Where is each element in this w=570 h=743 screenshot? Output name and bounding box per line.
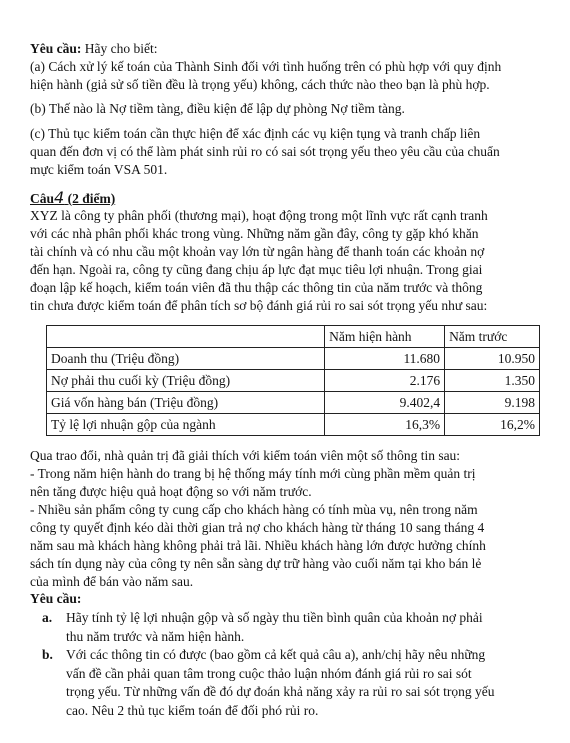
table-cell-value: 1.350 — [445, 370, 540, 392]
table-cell-label: Doanh thu (Triệu đồng) — [47, 348, 325, 370]
q4-para-line-5: đoạn lập kế hoạch, kiểm toán viên đã thu thập các thông tin của năm trước và thông — [30, 280, 483, 295]
q4-para-line-2: với các nhà phân phối khác trong vùng. Những năm gần đây, công ty gặp khó khăn — [30, 226, 479, 241]
requirements-heading: Yêu cầu: — [30, 591, 82, 606]
question4-number: 4 — [54, 189, 65, 207]
table-cell-value: 9.198 — [445, 392, 540, 414]
requirement-a-marker: a. — [42, 610, 53, 625]
question4-label: Câu — [30, 191, 55, 206]
q4-para-line-4: đến hạn. Ngoài ra, công ty cũng đang chịu áp lực đạt mục tiêu lợi nhuận. Trong giai — [30, 262, 483, 277]
table-row — [47, 392, 540, 414]
explanation-bullet2-line-4: sách tín dụng này của công ty nên sẵn sàng dự trữ hàng vào cuối năm tại kho bán lẻ — [30, 556, 482, 571]
explanation-bullet2-line-2: công ty quyết định kéo dài thời gian trả nợ cho khách hàng từ tháng 10 sang tháng 4 — [30, 520, 485, 535]
requirement-a-line-2: thu năm trước và năm hiện hành. — [66, 628, 245, 644]
table-cell-value: 10.950 — [445, 348, 540, 370]
q4-para-line-6: tin chưa được kiểm toán để phân tích sơ bộ đánh giá rủi ro sai sót trọng yếu như sau: — [30, 298, 488, 313]
q4-para-line-1: XYZ là công ty phân phối (thương mại), hoạt động trong một lĩnh vực rất cạnh tranh — [30, 208, 488, 223]
table-cell-value: 9.402,4 — [325, 392, 445, 414]
table-cell-label: Nợ phải thu cuối kỳ (Triệu đồng) — [47, 370, 325, 392]
intro-a-line-1: (a) Cách xử lý kế toán của Thành Sinh đối với tình huống trên có phù hợp với quy định — [30, 59, 502, 74]
table-row — [47, 414, 540, 436]
table-cell-label: Giá vốn hàng bán (Triệu đồng) — [47, 392, 325, 414]
intro-a-line-2: hiện hành (giả sử số tiền đều là trọng yếu) không, cách thức nào theo bạn là phù hợp. — [30, 77, 490, 92]
requirement-b-line-1: Với các thông tin có được (bao gồm cả kết quả câu a), anh/chị hãy nêu những — [66, 647, 486, 662]
requirement-b — [42, 646, 557, 724]
table-cell-value: 11.680 — [325, 348, 445, 370]
intro-heading-tail: Hãy cho biết: — [84, 41, 158, 56]
explanation-lead: Qua trao đổi, nhà quản trị đã giải thích với kiểm toán viên một số thông tin sau: — [30, 448, 461, 463]
table-row — [47, 370, 540, 392]
table-header-cell: Năm trước — [445, 326, 540, 348]
table-header-cell — [47, 326, 325, 348]
intro-c-line-2: quan đến đơn vị có thể làm phát sinh rủi ro có sai sót trọng yếu theo yêu cầu của chuẩn — [30, 144, 500, 159]
intro-heading: Yêu cầu: — [30, 41, 82, 56]
table-header-row — [47, 326, 540, 348]
financial-table — [46, 325, 540, 436]
requirement-a-line-1: Hãy tính tỷ lệ lợi nhuận gộp và số ngày thu tiền bình quân của khoản nợ phải — [66, 610, 483, 625]
table-cell-label: Tỷ lệ lợi nhuận gộp của ngành — [47, 414, 325, 436]
explanation-bullet1-line-2: nên tăng được hiệu quả hoạt động so với năm trước. — [30, 484, 312, 499]
explanation-bullet1-line-1: - Trong năm hiện hành do trang bị hệ thống máy tính mới cùng phần mềm quản trị — [30, 466, 476, 481]
question4-heading — [30, 189, 555, 208]
question4-points: (2 điểm) — [67, 191, 116, 206]
q4-para-line-3: tài chính và có nhu cầu một khoản vay lớn từ ngân hàng để thanh toán các khoản nợ — [30, 244, 485, 259]
requirement-b-line-2: vấn đề cần phải quan tâm trong cuộc thảo luận nhóm đánh giá rủi ro sai sót — [66, 665, 472, 681]
intro-c-line-1: (c) Thủ tục kiểm toán cần thực hiện để xác định các vụ kiện tụng và tranh chấp liên — [30, 126, 481, 141]
explanation-bullet2-line-3: năm sau mà khách hàng không phải trả lãi. Nhiều khách hàng lớn được hưởng chính — [30, 538, 486, 553]
table-row — [47, 348, 540, 370]
intro-heading-line — [30, 40, 555, 58]
explanation-bullet2-line-5: của mình để bán vào năm sau. — [30, 574, 194, 589]
explanation-bullet2-line-1: - Nhiều sản phẩm công ty cung cấp cho khách hàng có tính mùa vụ, nên trong năm — [30, 502, 478, 517]
intro-c-line-3: mực kiểm toán VSA 501. — [30, 162, 168, 177]
intro-b-line: (b) Thế nào là Nợ tiềm tàng, điều kiện để lập dự phòng Nợ tiềm tàng. — [30, 101, 405, 116]
table-header-cell: Năm hiện hành — [325, 326, 445, 348]
requirement-b-line-3: trọng yếu. Từ những vấn đề đó dự đoán khả năng xảy ra rủi ro sai sót trọng yếu — [66, 684, 495, 699]
table-cell-value: 16,2% — [445, 414, 540, 436]
table-cell-value: 16,3% — [325, 414, 445, 436]
table-cell-value: 2.176 — [325, 370, 445, 392]
requirement-a — [42, 609, 557, 649]
requirement-b-line-4: cao. Nêu 2 thủ tục kiểm toán để đối phó rủi ro. — [66, 702, 319, 718]
requirement-b-marker: b. — [42, 647, 53, 662]
